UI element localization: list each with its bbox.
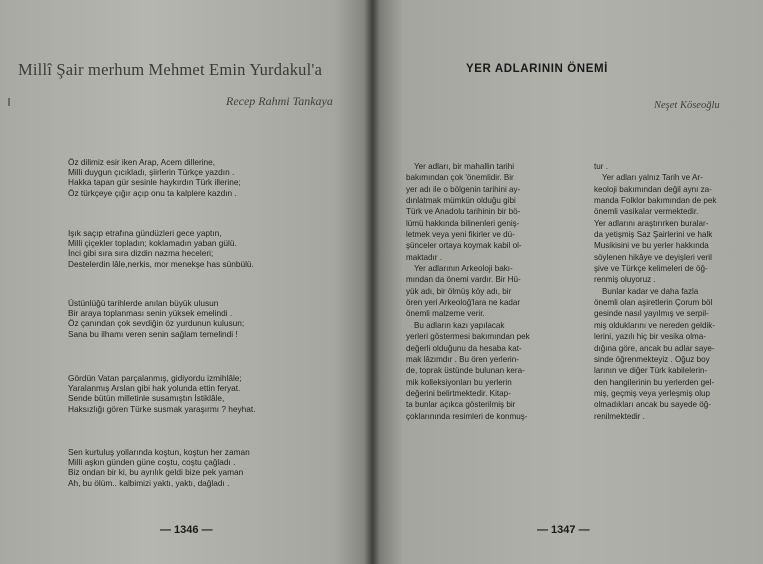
text-line: olmadıkları ancak bu sayede öğ- xyxy=(594,400,711,410)
text-line: yük adı, bir ölmüş köy adı, bir xyxy=(406,286,512,296)
text-line: değerini belirtmektedir. Kitap- xyxy=(406,388,511,398)
text-line: önemli olan aşiretlerin Çorum böl xyxy=(594,298,713,308)
text-line: de, toprak üstünde bulunan kera- xyxy=(406,366,525,376)
text-line: renilmektedir . xyxy=(594,411,645,421)
poem-line: Yaralanmış Arslan gibi hak yolunda ettin feryat. xyxy=(68,383,241,394)
poem-line: Biz ondan bir ki, bu ayrılık geldi bize pek yaman xyxy=(68,467,244,478)
text-line: mak lâzımdır . Bu ören yerlerin- xyxy=(406,354,519,364)
poem-line: Ah, bu ölüm.. kalbimizi yaktı, yaktı, dağladı . xyxy=(68,477,230,488)
poem-stanza-1 xyxy=(68,157,241,198)
poem-line: İnci gibi sıra sıra dizdin nazma heceleri; xyxy=(68,248,214,259)
page-number: — 1347 — xyxy=(537,524,590,536)
poem-line: Hakka tapan gür sesinle haykırdın Türk illerine; xyxy=(68,177,241,188)
text-line: keoloji bakımından değil aynı za- xyxy=(594,184,712,194)
text-line: larının ve diğer Türk kabilelerin- xyxy=(594,366,708,376)
text-line: Yer adlarının Arkeoloji bakı- xyxy=(414,264,513,274)
text-line: Türk ve Anadolu tarihinin bir bö- xyxy=(406,207,521,217)
text-line: gesinde nasıl yayılmış ve serpil- xyxy=(594,309,709,319)
text-line: Bunlar kadar ve daha fazla xyxy=(602,286,699,296)
poem-line: Işık saçıp etrafına gündüzleri gece yaptın, xyxy=(68,228,222,238)
text-line: Musikisini ve bu yerler hakkında xyxy=(594,241,709,251)
text-line: söylenen hikâye ve deyişleri veril xyxy=(594,252,712,262)
text-line: ören yeri Arkeoloğ'lara ne kadar xyxy=(406,298,521,308)
text-line: Yer adları, bir mahallin tarihi xyxy=(414,162,515,171)
text-line: lerini, yazılı hiç bir vesika olma- xyxy=(594,332,706,342)
text-column-2 xyxy=(594,161,750,422)
text-line: sinde öğrenmekteyiz . Oğuz boy xyxy=(594,354,710,364)
text-line: miş, geçmiş veya yerleşmiş olup xyxy=(594,388,711,398)
poem-line: Üstünlüğü tarihlerde anılan büyük ulusun xyxy=(68,298,219,308)
text-line: değerli olduğunu da hesaba kat- xyxy=(406,343,522,353)
poem-line: Öz çanından çok sevdiğin öz yurdunun kulusun; xyxy=(68,318,245,329)
poem-line: Öz türkçeye çığır açıp onu ta kalplere kazdın . xyxy=(68,187,237,198)
text-line: şive ve Türkçe kelimeleri de öğ- xyxy=(594,264,708,274)
text-line: önemli malzeme verir. xyxy=(406,309,485,319)
text-column-1 xyxy=(406,161,556,422)
poem-line: Sana bu ilhamı veren senin sağlam temelindi ! xyxy=(68,328,238,339)
text-line: dınlatmak mümkün olduğu gibi xyxy=(406,196,516,206)
text-line: yer adı ile o bölgenin tarihini ay- xyxy=(406,184,521,194)
poem-stanza-3 xyxy=(68,298,244,339)
text-line: mik kolleksiyonları bu yerlerin xyxy=(406,377,512,387)
poem-stanza-5 xyxy=(68,447,250,488)
poem-line: Sen kurtuluş yollarında koştun, koştun her zaman xyxy=(68,447,250,457)
poem-line: Bir araya toplanması senin yüksek emelindi . xyxy=(68,308,233,319)
text-line: Bu adların kazı yapılacak xyxy=(414,320,505,330)
poem-line: Haksızlığı gören Türke susmak yaraşırmı ? heyhat. xyxy=(68,403,256,414)
page-number: — 1346 — xyxy=(160,524,213,536)
text-line: Yer adları yalnız Tarih ve Ar- xyxy=(602,173,703,183)
text-line: letmek veya yeni fikirler ve dü- xyxy=(406,230,515,240)
text-line: lümü hakkında bilinenleri geniş- xyxy=(406,218,520,228)
text-line: Yer adlarını araştırırken buralar- xyxy=(594,218,709,228)
poem-stanza-4 xyxy=(68,373,256,414)
text-line: mından da önemi vardır. Bir Hü- xyxy=(406,275,521,285)
article-title: YER ADLARININ ÖNEMİ xyxy=(466,63,608,75)
article-author: Neşet Köseoğlu xyxy=(654,100,720,111)
poem-line: Öz dilimiz esir iken Arap, Acem dillerine, xyxy=(68,157,216,167)
poem-line: Milli aşkın günden güne coştu, coştu çağladı . xyxy=(68,457,236,468)
text-line: tur . xyxy=(594,162,608,171)
poem-line: Destelerdin lâle,nerkis, mor menekşe has sünbülü. xyxy=(68,258,254,269)
left-page xyxy=(0,0,372,564)
text-line: renmiş oluyoruz . xyxy=(594,275,656,285)
text-line: den hangilerinin bu yerlerden gel- xyxy=(594,377,715,387)
text-line: önemli vasikalar vermektedir. xyxy=(594,207,699,217)
text-line: bakımından çok 'önemlidir. Bir xyxy=(406,173,514,183)
poem-author: Recep Rahmi Tankaya xyxy=(226,94,333,108)
poem-line: Gördün Vatan parçalanmış, gidiyordu izmihlâle; xyxy=(68,373,242,383)
margin-mark xyxy=(8,98,10,106)
poem-stanza-2 xyxy=(68,228,254,269)
text-line: çoklarınında resimleri de konmuş- xyxy=(406,411,528,421)
right-page xyxy=(372,0,763,564)
text-line: da yetişmiş Saz Şairlerini ve halk xyxy=(594,230,713,240)
text-line: şünceler ortaya koymak kabil ol- xyxy=(406,241,522,251)
poem-line: Milli duygun çıcıkladı, şiirlerin Türkçe yazdın . xyxy=(68,167,235,178)
text-line: miş olduklarını ve nereden geldik- xyxy=(594,320,716,330)
text-line: maktadır . xyxy=(406,252,442,262)
poem-title: Millî Şair merhum Mehmet Emin Yurdakul'a xyxy=(18,60,323,79)
book-gutter xyxy=(364,0,380,564)
text-line: ta bunlar açıkca gösterilmiş bir xyxy=(406,400,516,410)
poem-line: Milli çiçekler topladın; koklamadın yaban gülü. xyxy=(68,238,237,249)
text-line: dığına göre, ancak bu adlar saye- xyxy=(594,343,715,353)
text-line: manda Folklor bakımından de pek xyxy=(594,196,717,206)
poem-line: Sende bütün milletinle susamıştın İstiklâle, xyxy=(68,393,225,404)
text-line: yerleri göstermesi bakımından pek xyxy=(406,332,530,342)
